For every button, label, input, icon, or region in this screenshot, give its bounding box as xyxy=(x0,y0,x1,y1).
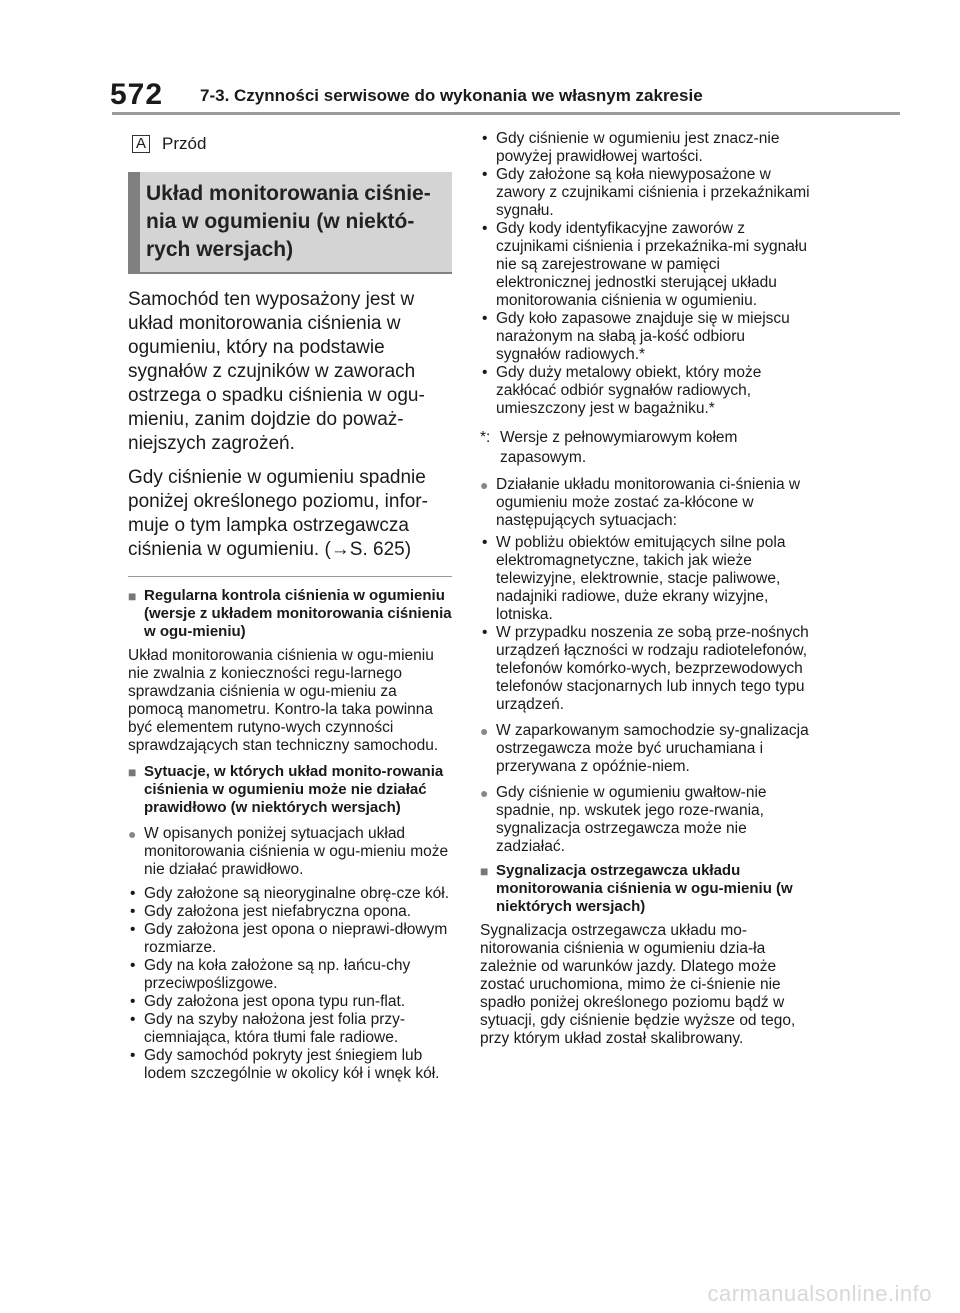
list-item: • Gdy ciśnienie w ogumieniu jest znacz-nie powyżej prawidłowej wartości. xyxy=(480,130,810,166)
label-letter-box: A xyxy=(132,135,150,153)
list-item: • Gdy założone są nieoryginalne obrę-cze kół. xyxy=(128,885,452,903)
circle-paragraph-text: Gdy ciśnienie w ogumieniu gwałtow-nie spadnie, np. wskutek jego roze-rwania, sygnalizacja ostrzegawcza może nie zadziałać. xyxy=(496,784,767,855)
bullet-list xyxy=(480,130,810,418)
header-divider xyxy=(112,112,900,115)
square-bullet-icon: ■ xyxy=(480,863,489,879)
list-item: • Gdy założone są koła niewyposażone w zawory z czujnikami ciśnienia i przekaźnikami sygnału. xyxy=(480,166,810,220)
subheading-text: Sytuacje, w których układ monito-rowania ciśnienia w ogumieniu może nie działać prawidłowo (w niektórych wersjach) xyxy=(144,763,444,816)
bullet-list xyxy=(128,885,452,1083)
circle-bullet-icon: ● xyxy=(480,723,489,739)
chapter-title: 7-3. Czynności serwisowe do wykonania we własnym zakresie xyxy=(200,86,703,105)
list-item: • Gdy na koła założone są np. łańcu-chy przeciwpoślizgowe. xyxy=(128,957,452,993)
list-item: • W przypadku noszenia ze sobą prze-nośnych urządzeń łączności w rodzaju radiotelefonów, telefonów komórko-wych, bezprzewodowych telefonów stacjonarnych lub innych tego typu urządzeń. xyxy=(480,624,810,714)
footnote-marker: *: xyxy=(480,429,491,446)
footnote xyxy=(480,428,810,468)
circle-paragraph xyxy=(480,784,810,856)
circle-bullet-icon: ● xyxy=(128,826,137,842)
circle-bullet-icon: ● xyxy=(480,477,489,493)
section-divider xyxy=(128,576,452,577)
list-item: • Gdy samochód pokryty jest śniegiem lub lodem szczególnie w okolicy kół i wnęk kół. xyxy=(128,1047,452,1083)
pressure-check-text: Układ monitorowania ciśnienia w ogu-mieniu nie zwalnia z konieczności regu-larnego sprawdzania ciśnienia w ogu-mieniu za pomocą manometru. Kontro-la taka powinna być elementem rutyno-wych czynności sprawdzających stan techniczny samochodu. xyxy=(128,647,439,754)
circle-paragraph-text: Działanie układu monitorowania ci-śnienia w ogumieniu może zostać za-kłócone w następujących sytuacjach: xyxy=(496,476,801,529)
list-item: • Gdy kody identyfikacyjne zaworów z czujnikami ciśnienia i przekaźnika-mi sygnału nie są zarejestrowane w pamięci elektronicznej jednostki sterującej układu monitorowania ciśnienia w ogumieniu. xyxy=(480,220,810,310)
right-column xyxy=(480,130,810,1056)
subheading-text: Regularna kontrola ciśnienia w ogumieniu (wersje z układem monitorowania ciśnienia w ogu-mieniu) xyxy=(144,587,452,640)
subheading-text: Sygnalizacja ostrzegawcza układu monitorowania ciśnienia w ogu-mieniu (w niektórych wersjach) xyxy=(496,862,793,915)
subheading-pressure-check xyxy=(128,587,452,641)
intro-paragraph-2: Gdy ciśnienie w ogumieniu spadnie poniżej określonego poziomu, infor-muje o tym lampka ostrzegawcza ciśnienia w ogumieniu. (→S. 625) xyxy=(128,467,428,560)
label-text: Przód xyxy=(162,134,207,153)
circle-paragraph xyxy=(480,476,810,530)
circle-paragraph xyxy=(480,722,810,776)
list-item: • Gdy założona jest opona typu run-flat. xyxy=(128,993,452,1011)
square-bullet-icon: ■ xyxy=(128,764,137,780)
list-item: • Gdy założona jest opona o nieprawi-dłowym rozmiarze. xyxy=(128,921,452,957)
circle-paragraph xyxy=(128,825,452,879)
square-bullet-icon: ■ xyxy=(128,588,137,604)
watermark: carmanualsonline.info xyxy=(707,1281,932,1306)
list-item: • Gdy duży metalowy obiekt, który może zakłócać odbiór sygnałów radiowych, umieszczony jest w bagażniku.* xyxy=(480,364,810,418)
intro-paragraph-1: Samochód ten wyposażony jest w układ monitorowania ciśnienia w ogumieniu, który na podstawie sygnałów z czujników w zaworach ostrzega o spadku ciśnienia w ogu-mieniu, zanim dojdzie do poważ-niejszych zagrożeń. xyxy=(128,289,425,454)
list-item: • W pobliżu obiektów emitujących silne pola elektromagnetyczne, takich jak wieże telewizyjne, elektrownie, stacje paliwowe, nadajniki radiowe, duże ekrany wizyjne, lotniska. xyxy=(480,534,810,624)
figure-label xyxy=(128,134,452,154)
subheading-malfunction xyxy=(128,763,452,817)
subheading-warning-signal xyxy=(480,862,810,916)
footnote-text: Wersje z pełnowymiarowym kołem zapasowym. xyxy=(500,429,738,466)
left-column xyxy=(128,130,452,1089)
circle-paragraph-text: W zaparkowanym samochodzie sy-gnalizacja ostrzegawcza może być uruchamiana i przerywana z opóźnie-niem. xyxy=(496,722,809,775)
list-item: • Gdy założona jest niefabryczna opona. xyxy=(128,903,452,921)
warning-signal-text: Sygnalizacja ostrzegawcza układu mo-nitorowania ciśnienia w ogumieniu dzia-ła zależnie od warunków jazdy. Dlatego może zostać uruchomiona, mimo że ci-śnienie nie spadło poniżej określonego poziomu bądź w sytuacji, gdy ciśnienie będzie wyższe od tego, przy którym układ został skalibrowany. xyxy=(480,922,796,1047)
list-item: • Gdy na szyby nałożona jest folia przy-ciemniająca, która tłumi fale radiowe. xyxy=(128,1011,452,1047)
circle-paragraph-text: W opisanych poniżej sytuacjach układ monitorowania ciśnienia w ogu-mieniu może nie działać prawidłowo. xyxy=(144,825,449,878)
bullet-list xyxy=(480,534,810,714)
section-title: Układ monitorowania ciśnie-nia w ogumieniu (w niektó-rych wersjach) xyxy=(128,172,452,274)
circle-bullet-icon: ● xyxy=(480,785,489,801)
page-number: 572 xyxy=(110,78,164,111)
list-item: • Gdy koło zapasowe znajduje się w miejscu narażonym na słabą ja-kość odbioru sygnałów radiowych.* xyxy=(480,310,810,364)
